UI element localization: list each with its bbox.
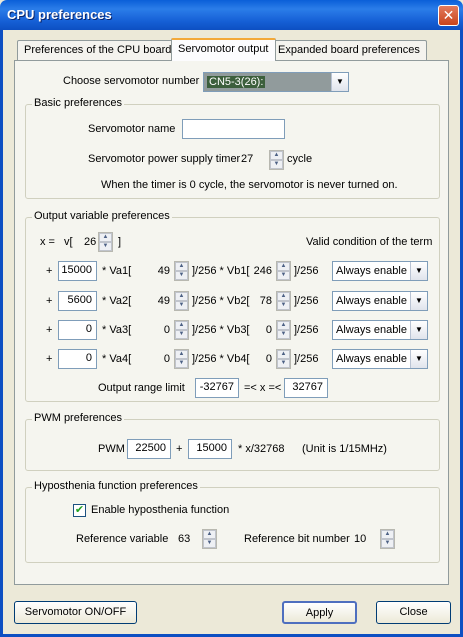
vb-label-1: ]/256 * Vb1[ bbox=[192, 265, 250, 277]
pwm-unit-note: (Unit is 1/15MHz) bbox=[302, 443, 387, 455]
spin-up-icon[interactable]: ▲ bbox=[270, 151, 283, 160]
range-min-input[interactable]: -32767 bbox=[195, 378, 239, 398]
apply-button[interactable]: Apply bbox=[282, 601, 357, 624]
term-tail-4: ]/256 bbox=[294, 353, 319, 365]
term-plus-3: + bbox=[46, 324, 53, 336]
window-title: CPU preferences bbox=[7, 7, 112, 22]
coef-input-1[interactable]: 15000 bbox=[58, 261, 97, 281]
valid-condition-header: Valid condition of the term bbox=[306, 236, 433, 248]
vb-label-2: ]/256 * Vb2[ bbox=[192, 295, 250, 307]
coef-input-2[interactable]: 5600 bbox=[58, 291, 97, 311]
servo-select-label: Choose servomotor number bbox=[63, 75, 200, 87]
basic-preferences-group bbox=[25, 97, 440, 199]
va-label-2: * Va2[ bbox=[102, 295, 132, 307]
close-window-button[interactable]: ✕ bbox=[438, 5, 459, 26]
ref-variable-spinner[interactable] bbox=[202, 529, 217, 549]
ref-bit-label: Reference bit number bbox=[244, 533, 350, 545]
valid-condition-value-4: Always enable bbox=[336, 353, 407, 365]
valid-condition-select-1[interactable] bbox=[332, 261, 428, 281]
pwm-plus: + bbox=[176, 443, 183, 455]
valid-condition-select-3[interactable] bbox=[332, 320, 428, 340]
ref-bit-spinner[interactable] bbox=[380, 529, 395, 549]
pwm-base-input[interactable]: 22500 bbox=[127, 439, 171, 459]
tab-expanded-board[interactable]: Expanded board preferences bbox=[271, 40, 427, 60]
v-close-label: ] bbox=[118, 236, 122, 248]
spin-up-icon[interactable]: ▲ bbox=[99, 233, 112, 242]
hyposthenia-legend: Hyposthenia function preferences bbox=[34, 480, 198, 492]
spin-down-icon[interactable]: ▼ bbox=[277, 359, 290, 368]
spin-down-icon[interactable]: ▼ bbox=[277, 271, 290, 280]
coef-input-4[interactable]: 0 bbox=[58, 349, 97, 369]
servo-number-value: CN5-3(26): bbox=[209, 76, 264, 88]
spin-down-icon[interactable]: ▼ bbox=[175, 301, 188, 310]
spin-up-icon[interactable]: ▲ bbox=[175, 262, 188, 271]
valid-condition-select-2[interactable] bbox=[332, 291, 428, 311]
term-plus-2: + bbox=[46, 295, 53, 307]
output-variable-group bbox=[25, 210, 440, 402]
chevron-down-icon[interactable]: ▼ bbox=[331, 73, 348, 91]
spin-down-icon[interactable]: ▼ bbox=[381, 539, 394, 548]
timer-note: When the timer is 0 cycle, the servomotor is never turned on. bbox=[101, 179, 398, 191]
spin-down-icon[interactable]: ▼ bbox=[175, 359, 188, 368]
spin-up-icon[interactable]: ▲ bbox=[277, 321, 290, 330]
servo-name-label: Servomotor name bbox=[88, 123, 176, 135]
spin-down-icon[interactable]: ▼ bbox=[270, 160, 283, 169]
va-label-4: * Va4[ bbox=[102, 353, 132, 365]
servomotor-onoff-button[interactable]: Servomotor ON/OFF bbox=[14, 601, 137, 624]
valid-condition-select-4[interactable] bbox=[332, 349, 428, 369]
va-value-4: 0 bbox=[163, 353, 170, 365]
spin-up-icon[interactable]: ▲ bbox=[175, 292, 188, 301]
va-value-3: 0 bbox=[163, 324, 170, 336]
vb-spinner-4[interactable] bbox=[276, 349, 291, 369]
vb-label-3: ]/256 * Vb3[ bbox=[192, 324, 250, 336]
term-plus-1: + bbox=[46, 265, 53, 277]
term-plus-4: + bbox=[46, 353, 53, 365]
v-index-value: 26 bbox=[84, 236, 97, 248]
coef-input-3[interactable]: 0 bbox=[58, 320, 97, 340]
term-tail-2: ]/256 bbox=[294, 295, 319, 307]
pwm-legend: PWM preferences bbox=[34, 412, 123, 424]
pwm-suffix: * x/32768 bbox=[238, 443, 285, 455]
v-index-spinner[interactable] bbox=[98, 232, 113, 252]
servomotor-output-panel bbox=[14, 60, 449, 585]
tab-servomotor-output[interactable]: Servomotor output bbox=[171, 38, 276, 61]
valid-condition-value-2: Always enable bbox=[336, 295, 407, 307]
spin-up-icon[interactable]: ▲ bbox=[203, 530, 216, 539]
term-tail-3: ]/256 bbox=[294, 324, 319, 336]
ref-bit-value: 10 bbox=[354, 533, 367, 545]
spin-down-icon[interactable]: ▼ bbox=[277, 330, 290, 339]
servo-name-input[interactable] bbox=[182, 119, 285, 139]
va-spinner-4[interactable] bbox=[174, 349, 189, 369]
vb-value-2: 78 bbox=[259, 295, 272, 307]
basic-preferences-legend: Basic preferences bbox=[34, 97, 123, 109]
va-spinner-3[interactable] bbox=[174, 320, 189, 340]
enable-hyposthenia-checkbox[interactable]: ✔ bbox=[74, 504, 85, 516]
tab-cpu-board[interactable]: Preferences of the CPU board bbox=[17, 40, 178, 60]
power-timer-value: 27 bbox=[241, 153, 254, 165]
chevron-down-icon[interactable]: ▼ bbox=[410, 321, 427, 339]
va-value-1: 49 bbox=[157, 265, 170, 277]
spin-down-icon[interactable]: ▼ bbox=[277, 301, 290, 310]
spin-up-icon[interactable]: ▲ bbox=[175, 321, 188, 330]
chevron-down-icon[interactable]: ▼ bbox=[410, 292, 427, 310]
spin-up-icon[interactable]: ▲ bbox=[277, 262, 290, 271]
title-bar bbox=[0, 0, 463, 30]
vb-value-4: 0 bbox=[265, 353, 272, 365]
x-equals-label: x = bbox=[40, 236, 55, 248]
vb-spinner-2[interactable] bbox=[276, 291, 291, 311]
spin-down-icon[interactable]: ▼ bbox=[175, 271, 188, 280]
pwm-label: PWM bbox=[98, 443, 125, 455]
va-label-1: * Va1[ bbox=[102, 265, 132, 277]
valid-condition-value-3: Always enable bbox=[336, 324, 407, 336]
spin-down-icon[interactable]: ▼ bbox=[99, 242, 112, 251]
spin-up-icon[interactable]: ▲ bbox=[277, 350, 290, 359]
pwm-group bbox=[25, 412, 440, 471]
power-timer-unit: cycle bbox=[287, 153, 313, 165]
pwm-gain-input[interactable]: 15000 bbox=[188, 439, 232, 459]
vb-spinner-3[interactable] bbox=[276, 320, 291, 340]
v-open-label: v[ bbox=[64, 236, 73, 248]
hyposthenia-group bbox=[25, 480, 440, 563]
power-timer-label: Servomotor power supply timer bbox=[88, 153, 241, 165]
close-button[interactable]: Close bbox=[376, 601, 451, 624]
servo-number-select[interactable] bbox=[203, 72, 349, 92]
range-mid-label: =< x =< bbox=[244, 382, 282, 394]
spin-down-icon[interactable]: ▼ bbox=[175, 330, 188, 339]
va-label-3: * Va3[ bbox=[102, 324, 132, 336]
output-variable-legend: Output variable preferences bbox=[34, 210, 170, 222]
va-spinner-2[interactable] bbox=[174, 291, 189, 311]
enable-hyposthenia-label: Enable hyposthenia function bbox=[91, 504, 230, 516]
vb-spinner-1[interactable] bbox=[276, 261, 291, 281]
term-tail-1: ]/256 bbox=[294, 265, 319, 277]
spin-down-icon[interactable]: ▼ bbox=[203, 539, 216, 548]
vb-label-4: ]/256 * Vb4[ bbox=[192, 353, 250, 365]
vb-value-1: 246 bbox=[253, 265, 272, 277]
range-max-input[interactable]: 32767 bbox=[284, 378, 328, 398]
spin-up-icon[interactable]: ▲ bbox=[175, 350, 188, 359]
chevron-down-icon[interactable]: ▼ bbox=[410, 350, 427, 368]
spin-up-icon[interactable]: ▲ bbox=[381, 530, 394, 539]
ref-variable-value: 63 bbox=[178, 533, 191, 545]
va-value-2: 49 bbox=[157, 295, 170, 307]
range-limit-label: Output range limit bbox=[98, 382, 185, 394]
spin-up-icon[interactable]: ▲ bbox=[277, 292, 290, 301]
va-spinner-1[interactable] bbox=[174, 261, 189, 281]
power-timer-spinner[interactable] bbox=[269, 150, 284, 170]
chevron-down-icon[interactable]: ▼ bbox=[410, 262, 427, 280]
valid-condition-value-1: Always enable bbox=[336, 265, 407, 277]
vb-value-3: 0 bbox=[265, 324, 272, 336]
ref-variable-label: Reference variable bbox=[76, 533, 169, 545]
